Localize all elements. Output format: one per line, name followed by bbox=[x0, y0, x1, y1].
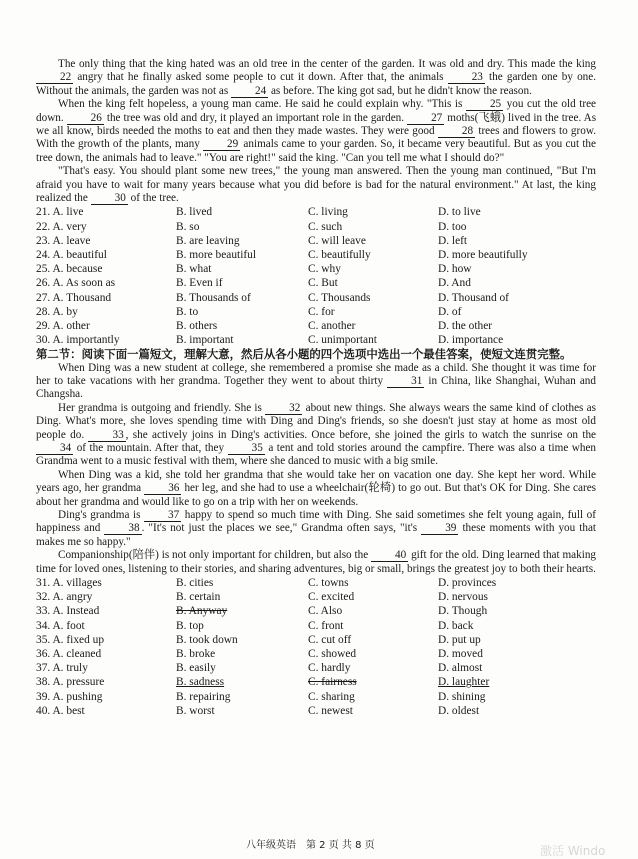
option-c: C. why bbox=[308, 263, 341, 276]
option-a: 37. A. truly bbox=[36, 662, 88, 675]
option-c: C. beautifully bbox=[308, 249, 371, 262]
option-b: B. others bbox=[176, 320, 218, 333]
option-c: C. living bbox=[308, 206, 348, 219]
option-a: 30. A. importantly bbox=[36, 334, 120, 347]
option-c: C. excited bbox=[308, 591, 355, 604]
option-a: 34. A. foot bbox=[36, 619, 85, 632]
option-b: B. more beautiful bbox=[176, 249, 257, 262]
option-d: D. oldest bbox=[438, 704, 480, 717]
option-d: D. too bbox=[438, 220, 467, 233]
blank-22: 22 bbox=[36, 72, 73, 84]
section-2-instruction: 第二节：阅读下面一篇短文，理解大意，然后从各小题的四个选项中选出一个最佳答案，使短文连贯完整。 bbox=[36, 348, 572, 361]
option-a: 31. A. villages bbox=[36, 577, 102, 589]
option-c: C. sharing bbox=[308, 690, 355, 703]
option-c: C. Also bbox=[308, 605, 343, 618]
option-b: B. easily bbox=[176, 662, 216, 675]
option-a: 36. A. cleaned bbox=[36, 648, 102, 661]
question-31-options bbox=[36, 576, 596, 590]
option-d: D. Thousand of bbox=[438, 291, 509, 304]
option-c: C. newest bbox=[308, 704, 353, 717]
blank-37: 37 bbox=[144, 510, 181, 522]
option-d: D. almost bbox=[438, 662, 483, 675]
exam-page bbox=[36, 58, 596, 718]
option-d: D. And bbox=[438, 277, 471, 290]
option-a: 40. A. best bbox=[36, 704, 85, 717]
blank-36: 36 bbox=[144, 483, 181, 495]
question-23-options bbox=[36, 234, 596, 248]
option-a: 23. A. leave bbox=[36, 234, 91, 247]
blank-33: 33 bbox=[88, 430, 125, 442]
options-list-2 bbox=[36, 576, 596, 718]
option-c-crossed-out: C. fairness bbox=[308, 676, 357, 689]
question-29-options bbox=[36, 319, 596, 333]
option-d: D. shining bbox=[438, 690, 486, 703]
option-c: C. cut off bbox=[308, 633, 352, 646]
blank-38: 38 bbox=[104, 523, 141, 535]
option-d: D. Though bbox=[438, 605, 488, 618]
option-c: C. front bbox=[308, 619, 344, 632]
option-c: C. will leave bbox=[308, 234, 366, 247]
option-b: B. lived bbox=[176, 206, 213, 219]
option-b: B. top bbox=[176, 619, 204, 632]
option-a: 21. A. live bbox=[36, 206, 84, 219]
option-a: 27. A. Thousand bbox=[36, 291, 112, 304]
page-footer: 八年级英语 第 2 页 共 8 页 bbox=[246, 840, 375, 851]
option-d-underlined: D. laughter bbox=[438, 676, 490, 689]
option-a: 26. A. As soon as bbox=[36, 277, 116, 290]
option-b-underlined: B. sadness bbox=[176, 676, 225, 689]
passage2-paragraph2: Her grandma is outgoing and friendly. She is 32 about new things. She always wears the same kind of clothes as Ding. What's more, she loves spending time with Ding and Ding's friends, so she doesn't just stay at home as most old people do. 33 , she actively joins in Ding's activities. Once before, she joined the girls to watch the sunrise on the 34 of the mountain. After that, they 35 a tent and told stories around the campfire. There was also a time when Grandma went to a music festival with them, where she danced to music with a big smile. bbox=[36, 401, 597, 468]
question-28-options bbox=[36, 305, 596, 319]
blank-34: 34 bbox=[36, 443, 73, 455]
blank-31: 31 bbox=[387, 376, 424, 388]
option-d: D. back bbox=[438, 619, 474, 632]
option-d: D. provinces bbox=[438, 577, 497, 589]
option-b: B. important bbox=[176, 334, 234, 347]
option-b: B. Even if bbox=[176, 277, 223, 290]
option-b: B. cities bbox=[176, 577, 214, 589]
question-25-options bbox=[36, 262, 596, 276]
option-c: C. for bbox=[308, 305, 335, 318]
passage1-paragraph3: "That's easy. You should plant some new trees," the young man answered. Then the young man continued, "But I'm afraid you have to wait for many years because what you did before is bad for the natural environment." At last, the king realized the 30 of the tree. bbox=[36, 165, 596, 205]
blank-35: 35 bbox=[228, 443, 265, 455]
option-b: B. took down bbox=[176, 633, 238, 646]
option-a: 24. A. beautiful bbox=[36, 249, 107, 262]
option-c: C. unimportant bbox=[308, 334, 377, 347]
blank-26: 26 bbox=[67, 113, 104, 125]
option-b: B. Thousands of bbox=[176, 291, 251, 304]
passage2-paragraph4: Ding's grandma is 37 happy to spend so much time with Ding. She said sometimes she felt young again, full of happiness and 38 . "It's not just the places we see," Grandma often says, "it's 39 these moments with you that makes me so happy." bbox=[36, 508, 597, 548]
question-37-options bbox=[36, 661, 596, 675]
option-d: D. to live bbox=[438, 206, 481, 219]
option-a: 35. A. fixed up bbox=[36, 633, 105, 646]
passage2-paragraph3: When Ding was a kid, she told her grandma that she would take her on vacation one day. She kept her word. While years ago, her grandma 36 her leg, and she had to use a wheelchair(轮椅) to go out. But that's OK for Ding. She cares about her grandma and would like to go on a trip with her on weekends. bbox=[36, 468, 597, 508]
option-a: 28. A. by bbox=[36, 305, 78, 318]
option-b-crossed-out: B. Anyway bbox=[176, 605, 228, 618]
option-b: B. worst bbox=[176, 704, 215, 717]
blank-30: 30 bbox=[91, 193, 128, 205]
option-b: B. so bbox=[176, 220, 200, 233]
question-36-options bbox=[36, 647, 596, 661]
blank-40: 40 bbox=[371, 550, 408, 562]
passage2-paragraph1: When Ding was a new student at college, she remembered a promise she made as a child. She thought it was time for her to take vacations with her grandma. Together they went to about thirty 31 in China, like Shanghai, Wuhan and Changsha. bbox=[36, 361, 596, 401]
option-d: D. the other bbox=[438, 320, 493, 333]
option-a: 32. A. angry bbox=[36, 591, 93, 604]
option-a: 39. A. pushing bbox=[36, 690, 103, 703]
question-24-options bbox=[36, 248, 596, 262]
option-d: D. moved bbox=[438, 648, 483, 661]
blank-29: 29 bbox=[203, 139, 240, 151]
question-22-options bbox=[36, 220, 596, 234]
question-30-options bbox=[36, 333, 596, 347]
question-21-options bbox=[36, 205, 596, 219]
options-list-1 bbox=[36, 205, 596, 347]
question-34-options bbox=[36, 619, 596, 633]
question-27-options bbox=[36, 291, 596, 305]
option-d: D. left bbox=[438, 234, 468, 247]
option-a: 22. A. very bbox=[36, 220, 87, 233]
question-32-options bbox=[36, 590, 596, 604]
option-b: B. broke bbox=[176, 648, 216, 661]
option-d: D. more beautifully bbox=[438, 249, 528, 262]
option-c: C. showed bbox=[308, 648, 357, 661]
option-a: 25. A. because bbox=[36, 263, 103, 276]
blank-27: 27 bbox=[407, 113, 444, 125]
blank-25: 25 bbox=[466, 99, 503, 111]
option-d: D. put up bbox=[438, 633, 481, 646]
question-26-options bbox=[36, 276, 596, 290]
question-40-options bbox=[36, 704, 596, 718]
option-a: 33. A. Instead bbox=[36, 605, 100, 618]
option-b: B. what bbox=[176, 263, 212, 276]
option-a: 38. A. pressure bbox=[36, 676, 105, 689]
passage1-paragraph2: When the king felt hopeless, a young man came. He said he could explain why. "This is 25 you cut the old tree down. 26 the tree was old and dry, it played an important role in the garden. 27 moths(飞蛾) lived in the tree. As we all know, birds needed the moths to eat and then they made wastes. They were good 28 trees and flowers to grow. With the growth of the plants, many 29 animals came to your garden. So, it became very beautiful. But as you cut the tree down, the animals had to leave." "You are right!" said the king. "Can you tell me what I should do?" bbox=[36, 98, 597, 164]
option-d: D. importance bbox=[438, 334, 504, 347]
option-b: B. repairing bbox=[176, 690, 231, 703]
option-c: C. hardly bbox=[308, 662, 351, 675]
option-b: B. are leaving bbox=[176, 234, 240, 247]
option-a: 29. A. other bbox=[36, 320, 90, 333]
option-c: C. Thousands bbox=[308, 291, 371, 304]
blank-23: 23 bbox=[448, 72, 485, 84]
blank-28: 28 bbox=[438, 126, 475, 138]
passage2-paragraph5: Companionship(陪伴) is not only important for children, but also the 40 gift for the old. Ding learned that making time for loved ones, listening to their stories, and sharing adventures, big or small, brings the greatest joy to both their hearts. bbox=[36, 549, 597, 575]
option-b: B. certain bbox=[176, 591, 221, 604]
question-35-options bbox=[36, 633, 596, 647]
passage1-paragraph1: The only thing that the king hated was an old tree in the center of the garden. It was old and dry. This made the king 22 angry that he finally asked some people to cut it down. After that, the animals 23 the garden one by one. Without the animals, the garden was not as 24 as before. The king got sad, but he didn't know the reason. bbox=[36, 58, 597, 97]
blank-24: 24 bbox=[231, 86, 268, 98]
option-d: D. nervous bbox=[438, 591, 488, 604]
question-38-options bbox=[36, 675, 596, 689]
question-39-options bbox=[36, 690, 596, 704]
activation-watermark: 激活 Windo bbox=[540, 844, 606, 858]
question-33-options bbox=[36, 604, 596, 618]
option-c: C. towns bbox=[308, 577, 349, 589]
blank-39: 39 bbox=[421, 523, 458, 535]
option-c: C. such bbox=[308, 220, 343, 233]
option-d: D. of bbox=[438, 305, 462, 318]
option-b: B. to bbox=[176, 305, 199, 318]
option-c: C. But bbox=[308, 277, 338, 290]
option-c: C. another bbox=[308, 320, 356, 333]
option-d: D. how bbox=[438, 263, 472, 276]
blank-32: 32 bbox=[265, 403, 302, 415]
